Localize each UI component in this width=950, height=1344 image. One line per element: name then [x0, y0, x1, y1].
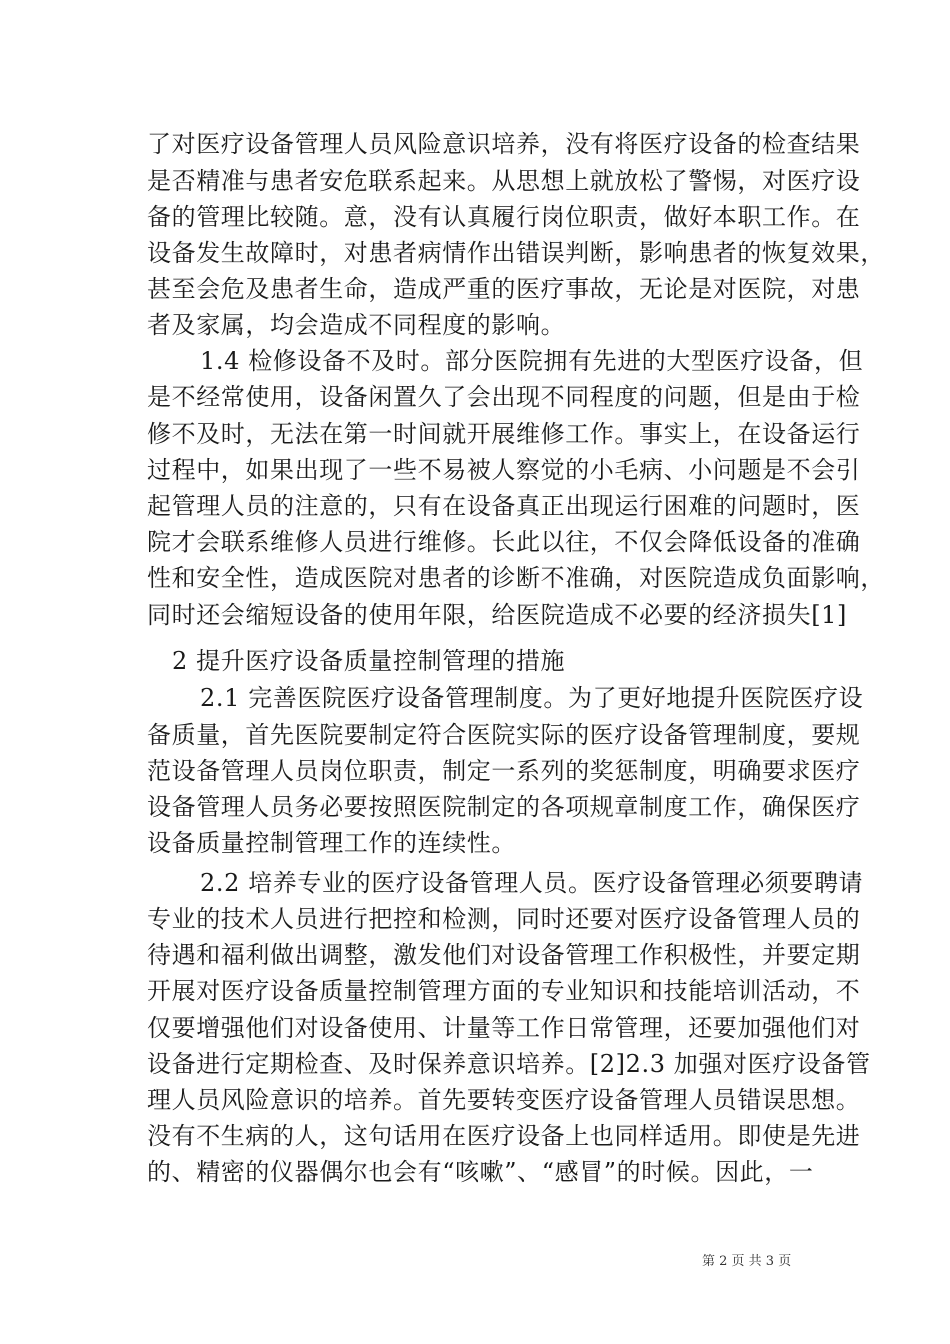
text-line: 的、精密的仪器偶尔也会有“咳嗽”、“感冒”的时候。因此，一 — [147, 1158, 814, 1186]
text-line: 过程中，如果出现了一些不易被人察觉的小毛病、小问题是不会引 — [147, 456, 861, 484]
text-line: 待遇和福利做出调整，激发他们对设备管理工作积极性，并要定期 — [147, 941, 861, 969]
text-line: 范设备管理人员岗位职责，制定一系列的奖惩制度，明确要求医疗 — [147, 757, 861, 785]
text-line: 开展对医疗设备质量控制管理方面的专业知识和技能培训活动，不 — [147, 977, 861, 1005]
text-line: 是否精准与患者安危联系起来。从思想上就放松了警惕，对医疗设 — [147, 167, 861, 195]
text-line: 备的管理比较随。意，没有认真履行岗位职责，做好本职工作。在 — [147, 203, 861, 231]
text-line: 设备进行定期检查、及时保养意识培养。[2]2.3 加强对医疗设备管 — [147, 1050, 871, 1078]
text-line: 设备发生故障时，对患者病情作出错误判断，影响患者的恢复效果， — [147, 239, 885, 267]
text-line: 者及家属，均会造成不同程度的影响。 — [147, 311, 566, 339]
text-line: 是不经常使用，设备闲置久了会出现不同程度的问题，但是由于检 — [147, 383, 861, 411]
page-number: 第 2 页 共 3 页 — [702, 1254, 792, 1269]
text-line: 同时还会缩短设备的使用年限，给医院造成不必要的经济损失[1] — [147, 601, 847, 629]
text-line: 设备质量控制管理工作的连续性。 — [147, 829, 516, 857]
text-line: 起管理人员的注意的，只有在设备真正出现运行困难的问题时，医 — [147, 492, 861, 520]
text-line: 设备管理人员务必要按照医院制定的各项规章制度工作，确保医疗 — [147, 793, 861, 821]
text-line: 理人员风险意识的培养。首先要转变医疗设备管理人员错误思想。 — [147, 1086, 861, 1114]
text-line: 2.2 培养专业的医疗设备管理人员。医疗设备管理必须要聘请 — [200, 869, 864, 897]
text-line: 甚至会危及患者生命，造成严重的医疗事故，无论是对医院，对患 — [147, 275, 861, 303]
text-line: 2.1 完善医院医疗设备管理制度。为了更好地提升医院医疗设 — [200, 684, 864, 712]
text-line: 1.4 检修设备不及时。部分医院拥有先进的大型医疗设备，但 — [200, 347, 864, 375]
text-line: 没有不生病的人，这句话用在医疗设备上也同样适用。即使是先进 — [147, 1122, 861, 1150]
section-heading: 2 提升医疗设备质量控制管理的措施 — [172, 647, 566, 675]
text-line: 修不及时，无法在第一时间就开展维修工作。事实上，在设备运行 — [147, 420, 861, 448]
text-line: 备质量，首先医院要制定符合医院实际的医疗设备管理制度，要规 — [147, 721, 861, 749]
text-line: 性和安全性，造成医院对患者的诊断不准确，对医院造成负面影响， — [147, 564, 885, 592]
text-line: 仅要增强他们对设备使用、计量等工作日常管理，还要加强他们对 — [147, 1014, 861, 1042]
text-line: 了对医疗设备管理人员风险意识培养，没有将医疗设备的检查结果 — [147, 130, 861, 158]
text-line: 专业的技术人员进行把控和检测，同时还要对医疗设备管理人员的 — [147, 905, 861, 933]
text-line: 院才会联系维修人员进行维修。长此以往，不仅会降低设备的准确 — [147, 528, 861, 556]
